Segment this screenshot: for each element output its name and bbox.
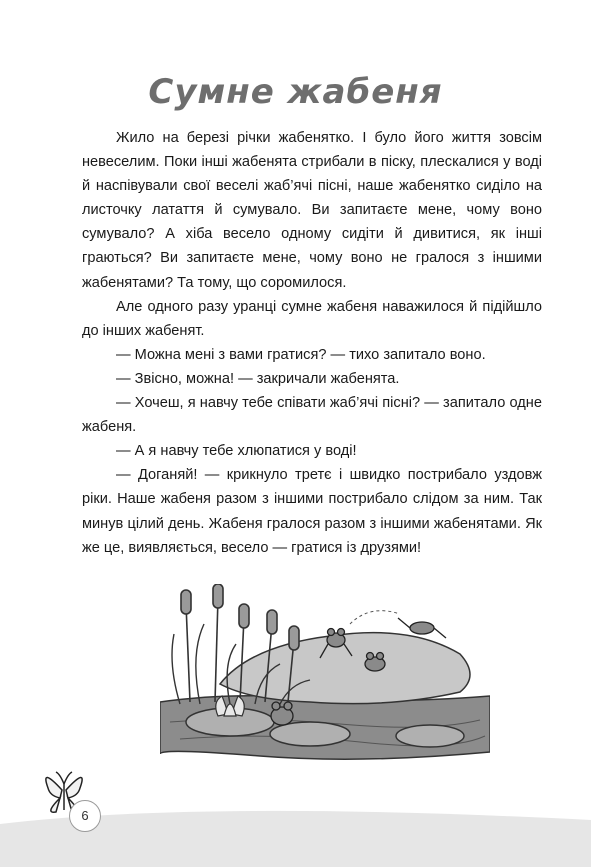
paragraph-1: Жило на березі річки жабенятко. І було його життя зовсім невеселим. Поки інші жабенята стрибали в піску, плескалися у воді й наспівували свої веселі жаб’ячі пісні, наше жабенятко сиділо на листочку латаття й сумувало. Ви запитаєте мене, чому воно сумувало? А хіба весело одному сидіти й дивитися, як інші граються? Ви запитаєте мене, чому воно не гралося з іншими жабенятами? Та тому, що соромилося. [82,130,542,291]
paragraph-2: Але одного разу уранці сумне жабеня наважилося й підійшло до інших жабенят. [82,298,542,339]
paragraph-5: — Хочеш, я навчу тебе співати жаб’ячі пісні? — запитало одне жабеня. [82,395,542,436]
paragraph-3: — Можна мені з вами гратися? — тихо запитало воно. [116,346,486,363]
pond-frogs-illustration [160,584,490,764]
page-number: 6 [69,800,101,832]
paragraph-6: — А я навчу тебе хлюпатися у воді! [116,443,357,460]
paragraph-4: — Звісно, можна! — закричали жабенята. [116,370,400,387]
story-text [82,126,542,560]
page-title: Сумне жабеня [148,72,443,112]
paragraph-7: — Доганяй! — крикнуло третє і швидко пострибало уздовж ріки. Наше жабеня разом з іншими пострибало слідом за ним. Так минув цілий день. Жабеня гралося разом з іншими жабенятами. Як же це, виявляється, весело — гратися із друзями! [82,467,542,556]
